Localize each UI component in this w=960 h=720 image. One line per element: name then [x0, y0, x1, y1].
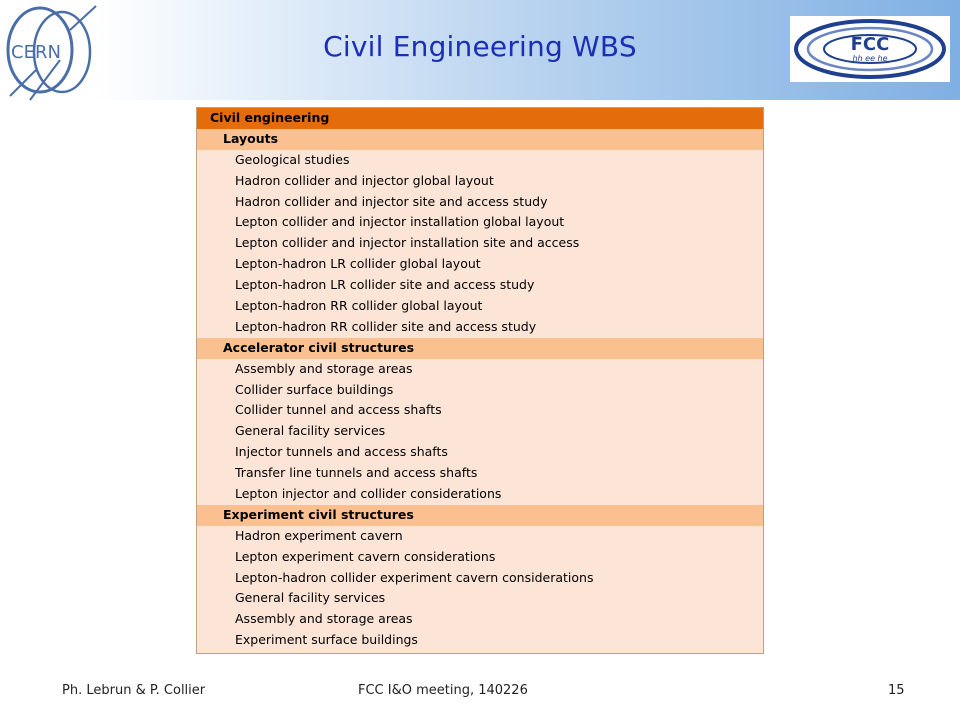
footer-meeting: FCC I&O meeting, 140226 [358, 683, 528, 698]
fcc-logo-text: FCC [850, 34, 890, 55]
wbs-root-row: Civil engineering [197, 108, 763, 129]
wbs-item-row: Lepton experiment cavern considerations [197, 547, 763, 568]
wbs-item-row: General facility services [197, 421, 763, 442]
wbs-item-row: Lepton collider and injector installation global layout [197, 212, 763, 233]
wbs-item-row: Lepton collider and injector installation site and access [197, 233, 763, 254]
wbs-item-row: Lepton injector and collider considerations [197, 484, 763, 505]
wbs-group-row: Accelerator civil structures [197, 338, 763, 359]
fcc-logo [790, 16, 950, 82]
wbs-item-row: Hadron collider and injector site and access study [197, 192, 763, 213]
wbs-item-row: Assembly and storage areas [197, 609, 763, 630]
wbs-item-row: Collider tunnel and access shafts [197, 400, 763, 421]
wbs-item-row: Assembly and storage areas [197, 359, 763, 380]
wbs-item-row: Geological studies [197, 150, 763, 171]
wbs-item-row: Lepton-hadron RR collider global layout [197, 296, 763, 317]
wbs-table [196, 107, 764, 654]
wbs-item-row: Collider surface buildings [197, 380, 763, 401]
footer-authors: Ph. Lebrun & P. Collier [62, 683, 206, 698]
wbs-item-row: Experiment surface buildings [197, 630, 763, 651]
slide-title: Civil Engineering WBS [323, 30, 637, 63]
wbs-group-row: Layouts [197, 129, 763, 150]
wbs-item-row: Hadron collider and injector global layout [197, 171, 763, 192]
wbs-item-row: Transfer line tunnels and access shafts [197, 463, 763, 484]
wbs-group-row: Experiment civil structures [197, 505, 763, 526]
wbs-item-row: Hadron experiment cavern [197, 526, 763, 547]
wbs-item-row: Lepton-hadron LR collider global layout [197, 254, 763, 275]
page-number: 15 [888, 683, 905, 698]
fcc-logo-subtext: hh ee he [852, 54, 888, 63]
wbs-item-row: Lepton-hadron collider experiment cavern considerations [197, 568, 763, 589]
cern-logo-text: CERN [11, 42, 61, 63]
wbs-item-row: Lepton-hadron RR collider site and access study [197, 317, 763, 338]
wbs-item-row: General facility services [197, 588, 763, 609]
wbs-item-row: Lepton-hadron LR collider site and access study [197, 275, 763, 296]
wbs-item-row: Injector tunnels and access shafts [197, 442, 763, 463]
